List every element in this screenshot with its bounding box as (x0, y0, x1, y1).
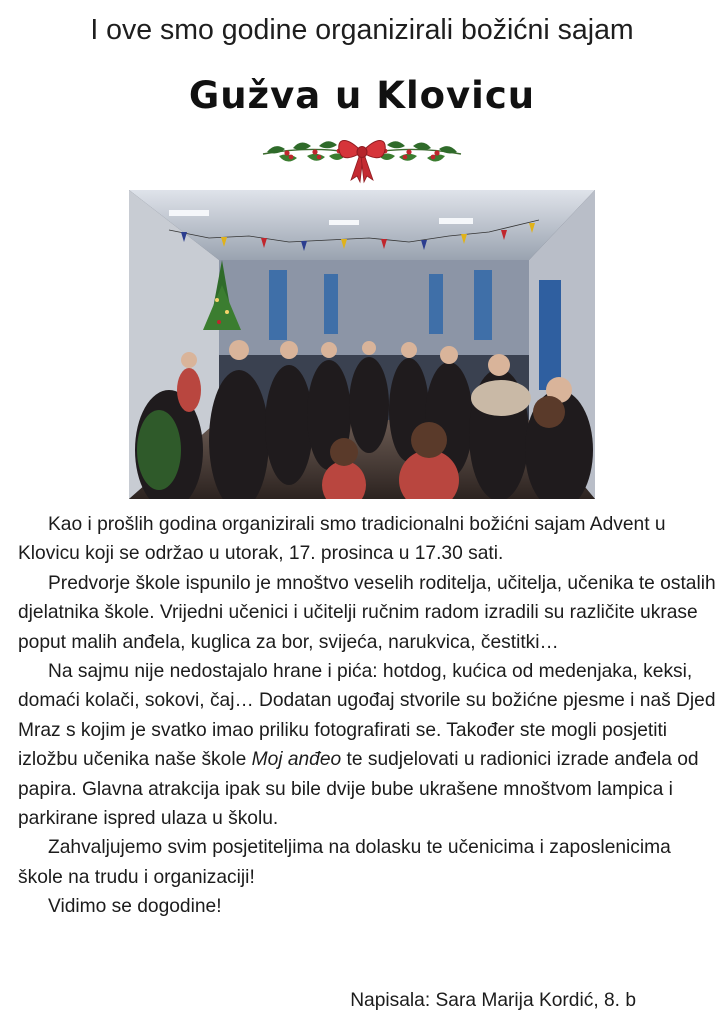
christmas-fair-photo (129, 190, 595, 499)
headline: I ove smo godine organizirali božićni sajam (90, 14, 634, 46)
holly-left (263, 141, 349, 161)
paragraph-crafts: Predvorje škole ispunilo je mnoštvo veselih roditelja, učitelja, učenika te ostalih djelatnika škole. Vrijedni učenici i učitelji ručnim radom izradili su različite ukrase poput malih anđela, kuglica za bor, svijeća, narukvica, čestitki… (18, 572, 716, 653)
red-bow (339, 141, 386, 183)
article-body (18, 510, 718, 922)
paragraph-food-activities (18, 657, 718, 833)
holly-bow-garland (257, 130, 467, 184)
exhibition-title: Moj anđeo (251, 749, 342, 771)
paragraph-food-part-b: te sudjelovati u radionici izrade anđela od papira. Glavna atrakcija ipak su bile dvije bube ukrašene mnoštvom lampica i parkirane ispred ulaza u školu. (18, 749, 699, 830)
paragraph-intro: Kao i prošlih godina organizirali smo tradicionalni božićni sajam Advent u Klovicu koji se održao u utorak, 17. prosinca u 17.30 sati. (18, 514, 666, 565)
paragraph-closing: Vidimo se dogodine! (48, 896, 222, 918)
holly-right (375, 141, 461, 161)
article-title: Gužva u Klovicu (188, 74, 536, 117)
paragraph-food-part-a: Na sajmu nije nedostajalo hrane i pića: hotdog, kućica od medenjaka, keksi, domaći kolači, sokovi, čaj… Dodatan ugođaj stvorile su božićne pjesme i naš Djed Mraz s kojim je svatko imao priliku fotografirati se. Također ste mogli posjetiti izložbu učenika naše škole (18, 661, 716, 771)
author-signature: Napisala: Sara Marija Kordić, 8. b (350, 990, 636, 1011)
paragraph-thanks: Zahvaljujemo svim posjetiteljima na dolasku te učenicima i zaposlenicima škole na trudu i organizaciji! (18, 837, 671, 888)
